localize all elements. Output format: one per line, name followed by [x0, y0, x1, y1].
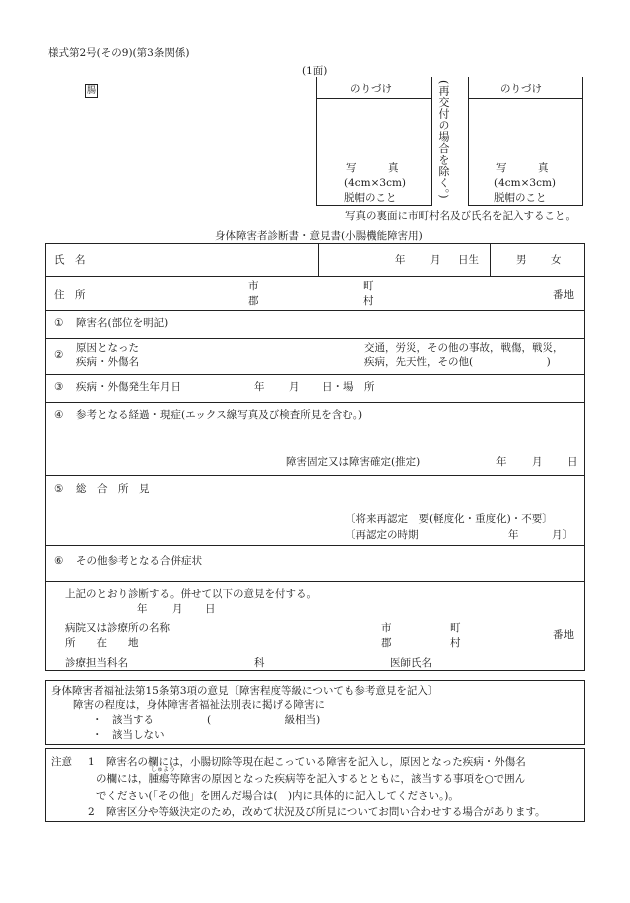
r5-year: 年: [508, 529, 519, 541]
gender-female: 女: [551, 254, 562, 266]
department-label: 診療担当科名: [65, 657, 128, 669]
photo-right-size: (4cm×3cm): [494, 177, 557, 189]
r3-month: 月: [289, 381, 300, 393]
department-suffix: 科: [254, 657, 265, 669]
name-month: 月: [430, 254, 441, 266]
r2-opt2: 疾病，先天性，その他( ): [364, 356, 551, 368]
gender-male: 男: [516, 254, 527, 266]
opinion-opt1-paren: ( 級相当): [207, 714, 321, 726]
r4-day: 日: [567, 456, 578, 468]
r3-year: 年: [254, 381, 265, 393]
hospital-town: 町: [450, 622, 461, 634]
name-label: 氏 名: [54, 254, 86, 266]
photo-left-paste: のりづけ: [350, 83, 392, 95]
name-birth: 日生: [458, 254, 479, 266]
photo-right-hat: 脱帽のこと: [494, 192, 547, 204]
hospital-county: 郡: [381, 637, 392, 649]
opinion-bullet-1: ・: [92, 714, 103, 726]
photo-right-label: 写 真: [496, 162, 549, 174]
hospital-village: 村: [450, 637, 461, 649]
opinion-line1: 身体障害者福祉法第15条第3項の意見〔障害程度等級についても参考意見を記入〕: [51, 685, 439, 697]
note2-num: 2: [88, 806, 95, 818]
r6-label: その他参考となる合併症状: [76, 555, 202, 567]
diagnosis-statement: 上記のとおり診断する。併せて以下の意見を付する。: [65, 588, 317, 600]
opinion-opt1: 該当する: [112, 714, 154, 726]
note1-line3: でください(「その他」を囲んだ場合は( )内に具体的に記入してください。)。: [96, 790, 459, 802]
opinion-opt2: 該当しない: [112, 729, 165, 741]
r3-label: 疾病・外傷発生年月日: [76, 381, 181, 393]
r4-month: 月: [532, 456, 543, 468]
r4-label: 参考となる経過・現症(エックス線写真及び検査所見を含む。): [76, 409, 363, 421]
photo-center-note: (再交付の場合を除く。): [437, 80, 450, 200]
photo-back-note: 写真の裏面に市町村名及び氏名を記入すること。: [345, 210, 576, 222]
photo-left-size: (4cm×3cm): [344, 177, 407, 189]
r5-month: 月〕: [552, 529, 573, 541]
hospital-name-label: 病院又は診療所の名称: [65, 622, 170, 634]
seal-stamp: 腸: [86, 86, 96, 96]
page-number: (1面): [302, 65, 328, 77]
r2-opt1: 交通，労災，その他の事故，戦傷，戦災，: [364, 342, 564, 354]
r5-recert: 〔将来再認定 要(軽度化・重度化)・不要〕: [345, 513, 553, 525]
photo-left-hat: 脱帽のこと: [344, 192, 397, 204]
r5-label: 総 合 所 見: [76, 483, 150, 495]
r2-label1: 原因となった: [76, 342, 139, 354]
hospital-address-label: 所 在 地: [65, 637, 139, 649]
doctor-name-label: 医師氏名: [390, 657, 432, 669]
r1-label: 障害名(部位を明記): [76, 317, 169, 329]
opinion-bullet-2: ・: [92, 729, 103, 741]
note2-text: 障害区分や等級決定のため，改めて状況及び所見についてお問い合わせする場合があります。: [106, 806, 546, 818]
hospital-city: 市: [381, 622, 392, 634]
r4-num: ④: [54, 409, 64, 421]
address-village: 村: [363, 295, 374, 307]
r5-num: ⑤: [54, 483, 64, 495]
r1-num: ①: [54, 317, 64, 329]
photo-left-label: 写 真: [346, 162, 399, 174]
form-title: 身体障害者診断書・意見書(小腸機能障害用): [215, 230, 423, 242]
note1-num: 1: [88, 756, 95, 768]
address-city: 市: [248, 280, 259, 292]
address-county: 郡: [248, 295, 259, 307]
diagnosis-year: 年: [137, 603, 148, 615]
address-town: 町: [363, 280, 374, 292]
hospital-lot: 番地: [553, 629, 574, 641]
note1-line2: の欄には，腫瘍等障害の原因となった疾病等を記入するとともに，該当する事項を○で囲ん: [96, 773, 526, 785]
diagnosis-month: 月: [172, 603, 183, 615]
address-label: 住 所: [54, 289, 86, 301]
notes-head: 注意: [51, 756, 72, 768]
r4-fixed: 障害固定又は障害確定(推定): [286, 456, 421, 468]
r2-num: ②: [54, 349, 64, 361]
r6-num: ⑥: [54, 555, 64, 567]
r2-label2: 疾病・外傷名: [76, 356, 139, 368]
opinion-line2: 障害の程度は，身体障害者福祉法別表に掲げる障害に: [73, 699, 325, 711]
diagnosis-day: 日: [205, 603, 216, 615]
r4-year: 年: [496, 456, 507, 468]
note1-ruby: しゅよう: [151, 766, 176, 773]
note1-line1: 障害名の欄には，小腸切除等現在起こっている障害を記入し，原因となった疾病・外傷名: [106, 756, 526, 768]
form-number: 様式第2号(その9)(第3条関係): [48, 47, 190, 59]
address-lot: 番地: [553, 289, 574, 301]
r5-recert-when: 〔再認定の時期: [345, 529, 419, 541]
r3-num: ③: [54, 381, 64, 393]
photo-right-paste: のりづけ: [500, 83, 542, 95]
r3-day-place: 日・場 所: [322, 381, 375, 393]
name-year: 年: [395, 254, 406, 266]
